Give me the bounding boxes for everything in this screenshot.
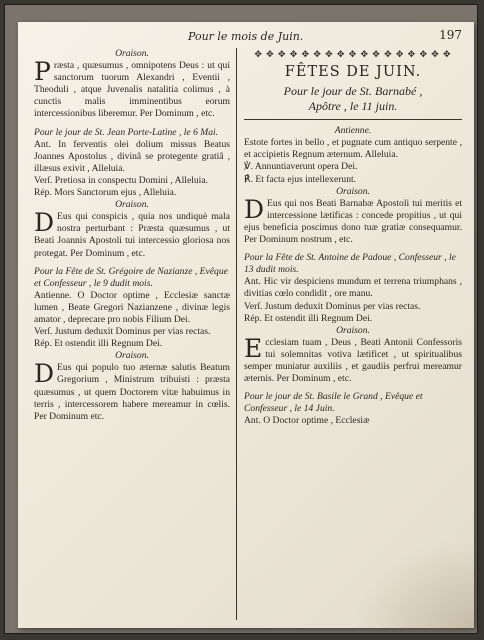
- prayer-paragraph: [34, 57, 230, 120]
- separator-rule: [244, 119, 462, 120]
- response: Rép. Mors Sanctorum ejus , Alleluia.: [34, 187, 177, 199]
- drop-cap: D: [34, 359, 55, 389]
- prayer-text: cclesiam tuam , Deus , Beati Antonii Confessoris tui solemnitas votiva lætificet , ut spiritualibus semper muniatur auxiliis , et gaudiis perfrui mereamur æternis. Per Dominum , etc.: [244, 336, 462, 385]
- section-heading: Pour la Fête de St. Grégoire de Nazianze , Evêque et Confesseur , le 9 dudit mois.: [34, 265, 228, 289]
- running-title: Pour le mois de Juin.: [188, 30, 304, 43]
- versicle: Verſ. Justum deduxit Dominus per vias rectas.: [244, 300, 421, 312]
- antiphon: Ant. Hic vir despiciens mundum et terrena triumphans , divitias cœlo condidit , ore manu.: [244, 276, 462, 300]
- versicle: ℣. Annuntiaverunt opera Dei.: [244, 161, 358, 173]
- chapter-title: FÊTES DE JUIN.: [284, 64, 422, 81]
- versicle: Verſ. Justum deduxit Dominus per vias rectas.: [34, 326, 211, 338]
- prayer-paragraph: [244, 194, 462, 246]
- prayer-heading: Oraison.: [336, 185, 370, 197]
- page-number: 197: [439, 28, 462, 42]
- prayer-paragraph: [244, 333, 462, 385]
- prayer-heading: Oraison.: [115, 199, 149, 211]
- section-heading: Pour le jour de St. Basile le Grand , Evêque et Confesseur , le 14 Juin.: [244, 391, 423, 415]
- drop-cap: D: [244, 194, 265, 224]
- prayer-text: ræsta , quæsumus , omnipotens Deus : ut qui sanctorum tuorum Alexandri , Eventii , Theoduli , atque Juvenalis natalitia colimus , à cunctis malis imminentibus eorum intercessionibus liberemur. Per Dominum , etc.: [34, 60, 230, 120]
- prayer-text: Eus qui nos Beati Barnabæ Apostoli tui meritis et intercessione lætificas : concede propitius , ut qui ejus beneficia poscimus dono tuæ gratiæ consequamur. Per Dominum nostrum , etc.: [244, 197, 462, 246]
- prayer-heading: Oraison.: [336, 324, 370, 336]
- drop-cap: E: [244, 333, 263, 363]
- book-page: [18, 22, 474, 628]
- prayer-heading: Oraison.: [115, 350, 149, 362]
- response: Rép. Et ostendit illi Regnum Dei.: [244, 312, 373, 324]
- section-heading: Pour le jour de St. Jean Porte-Latine , le 6 Mai.: [34, 126, 219, 138]
- prayer-heading: Oraison.: [115, 48, 149, 59]
- ornament-band: ✥ ✥ ✥ ✥ ✥ ✥ ✥ ✥ ✥ ✥ ✥ ✥ ✥ ✥ ✥ ✥ ✥: [254, 49, 452, 59]
- response: ℟. Et facta ejus intellexerunt.: [244, 173, 357, 185]
- right-column: [244, 48, 462, 427]
- response: Rép. Et ostendit illi Regnum Dei.: [34, 338, 163, 350]
- versicle: Verſ. Pretiosa in conspectu Domini , Alleluia.: [34, 174, 208, 186]
- prayer-text: Eus qui populo tuo æternæ salutis Beatum Gregorium , Ministrum tribuisti : præsta quæsumus , ut quem Doctorem vitæ habuimus in terris , intercessorem habere mereamur in cœlis. Per Dominum etc.: [34, 362, 230, 422]
- prayer-text: Eus qui conspicis , quia nos undiquè mala nostra perturbant : Præsta quæsumus , ut Beati Joannis Apostoli tui intercessio gloriosa nos protegat. Per Dominum , etc.: [34, 211, 230, 259]
- photo-frame: [4, 4, 478, 634]
- page-shadow: [354, 538, 474, 628]
- antiphon: Ant. O Doctor optime , Ecclesiæ: [244, 415, 370, 427]
- column-divider: [236, 48, 237, 620]
- feast-heading: Pour le jour de St. Barnabé ,: [283, 84, 423, 99]
- prayer-paragraph: [34, 359, 230, 422]
- antiphon: Estote fortes in bello , et pugnate cum antiquo serpente , et accipietis Regnum æternum. Alleluia.: [244, 137, 462, 161]
- section-heading: Pour la Fête de St. Antoine de Padoue , Confesseur , le 13 dudit mois.: [244, 252, 456, 276]
- antiphon: Antienne. O Doctor optime , Ecclesiæ sanctæ lumen , Beate Gregori Nazianzene , divinæ legis amator , deprecare pro nobis Filium Dei.: [34, 289, 230, 325]
- antiphon: Ant. In ferventis olei dolium missus Beatus Joannes Apostolus , divinâ se protegente gratiâ , illæsus exivit , Alleluia.: [34, 138, 230, 174]
- feast-heading-2: Apôtre , le 11 juin.: [308, 99, 398, 114]
- prayer-paragraph: [34, 208, 230, 259]
- drop-cap: D: [34, 208, 55, 238]
- antiphon-heading: Antienne.: [334, 125, 372, 137]
- left-column: [34, 48, 230, 423]
- drop-cap: P: [34, 57, 51, 87]
